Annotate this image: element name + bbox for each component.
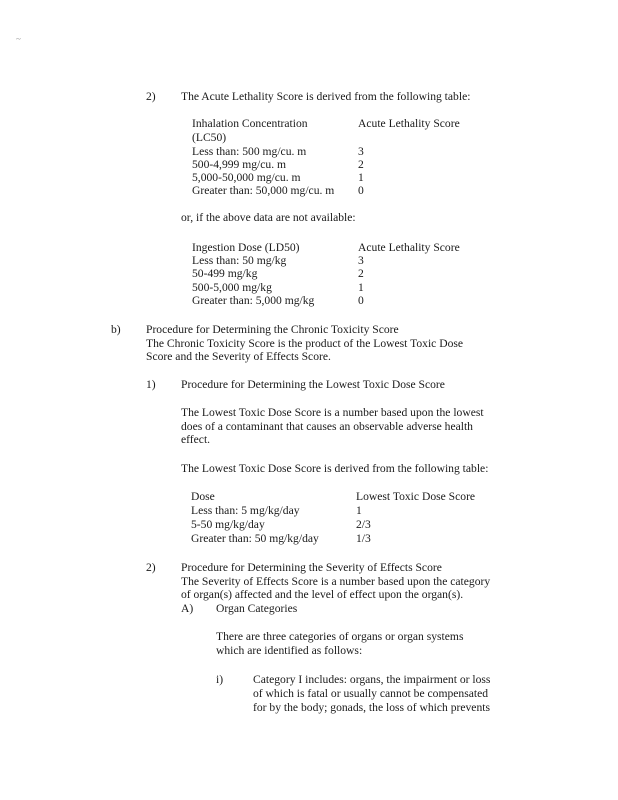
ingestion-header-col1: Ingestion Dose (LD50)	[192, 241, 300, 254]
inhalation-row-label: Less than: 500 mg/cu. m	[192, 145, 307, 158]
item1-heading: Procedure for Determining the Lowest Toxic Dose Score	[181, 378, 445, 391]
inhalation-row-score: 2	[358, 158, 364, 171]
ingestion-header-col2: Acute Lethality Score	[358, 241, 460, 254]
item1-paragraph-line: The Lowest Toxic Dose Score is a number based upon the lowest	[181, 406, 484, 419]
dose-table-intro: The Lowest Toxic Dose Score is derived from the following table:	[181, 462, 489, 475]
dose-row-score: 1	[356, 504, 362, 517]
ingestion-row-score: 1	[358, 281, 364, 294]
item2-number: 2)	[146, 90, 156, 103]
ingestion-row-label: 50-499 mg/kg	[192, 267, 258, 280]
dose-row-score: 1/3	[356, 532, 371, 545]
sub-i-number: i)	[216, 673, 224, 686]
section-b-line: The Chronic Toxicity Score is the product of the Lowest Toxic Dose	[146, 337, 464, 350]
corner-scan-mark: ~	[16, 34, 21, 44]
dose-header-col1: Dose	[191, 490, 215, 503]
ingestion-row-score: 2	[358, 267, 364, 280]
item2-text: The Acute Lethality Score is derived from the following table:	[181, 90, 471, 103]
ingestion-row-label: 500-5,000 mg/kg	[192, 281, 272, 294]
section-b-number: b)	[111, 323, 121, 336]
dose-row-label: Less than: 5 mg/kg/day	[191, 504, 300, 517]
categories-intro-line: There are three categories of organs or organ systems	[216, 630, 464, 643]
dose-row-label: Greater than: 50 mg/kg/day	[191, 532, 319, 545]
sub-a-title: Organ Categories	[216, 602, 298, 615]
item2b-line: of organ(s) affected and the level of effect upon the organ(s).	[181, 588, 464, 601]
inhalation-row-score: 0	[358, 184, 364, 197]
item1-paragraph-line: effect.	[181, 433, 211, 446]
ingestion-row-score: 0	[358, 294, 364, 307]
category-i-line: of which is fatal or usually cannot be compensated	[253, 687, 489, 700]
dose-row-label: 5-50 mg/kg/day	[191, 518, 265, 531]
inhalation-row-label: 500-4,999 mg/cu. m	[192, 158, 287, 171]
inhalation-header-cont: (LC50)	[192, 131, 227, 144]
or-alternative-text: or, if the above data are not available:	[181, 211, 356, 224]
ingestion-row-label: Less than: 50 mg/kg	[192, 254, 287, 267]
ingestion-row-score: 3	[358, 254, 364, 267]
inhalation-row-label: 5,000-50,000 mg/cu. m	[192, 171, 301, 184]
section-b-line: Score and the Severity of Effects Score.	[146, 350, 331, 363]
categories-intro-line: which are identified as follows:	[216, 644, 363, 657]
category-i-line: Category I includes: organs, the impairment or loss	[253, 673, 491, 686]
category-i-line: for by the body; gonads, the loss of which prevents	[253, 701, 490, 714]
ingestion-row-label: Greater than: 5,000 mg/kg	[192, 294, 315, 307]
dose-header-col2: Lowest Toxic Dose Score	[356, 490, 476, 503]
item1-number: 1)	[146, 378, 156, 391]
item2b-heading: Procedure for Determining the Severity of Effects Score	[181, 561, 442, 574]
item2b-number: 2)	[146, 561, 156, 574]
inhalation-row-score: 1	[358, 171, 364, 184]
dose-row-score: 2/3	[356, 518, 371, 531]
sub-a-number: A)	[181, 602, 194, 615]
section-b-heading: Procedure for Determining the Chronic Toxicity Score	[146, 323, 399, 336]
inhalation-header-col1: Inhalation Concentration	[192, 117, 308, 130]
item2b-line: The Severity of Effects Score is a number based upon the category	[181, 575, 491, 588]
item1-paragraph-line: does of a contaminant that causes an observable adverse health	[181, 420, 473, 433]
inhalation-row-label: Greater than: 50,000 mg/cu. m	[192, 184, 335, 197]
inhalation-row-score: 3	[358, 145, 364, 158]
inhalation-header-col2: Acute Lethality Score	[358, 117, 460, 130]
